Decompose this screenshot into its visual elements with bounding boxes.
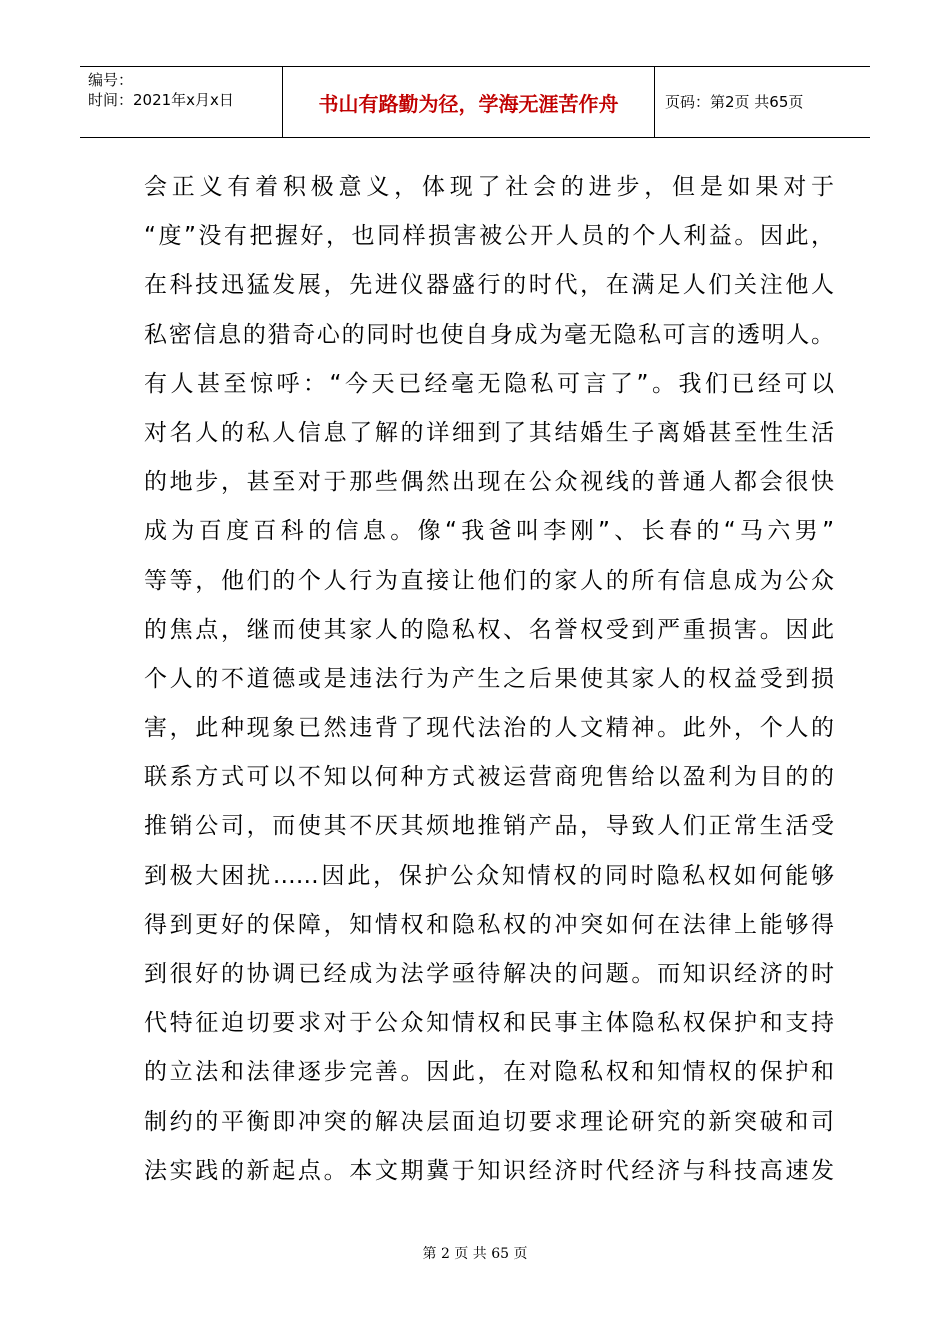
document-time-label: 时间：2021年x月x日 bbox=[88, 91, 234, 109]
text-line: 害，此种现象已然违背了现代法治的人文精神。此外，个人的 bbox=[144, 715, 834, 742]
header-page-code: 页码：第2页 共65页 bbox=[665, 93, 804, 111]
page-footer: 第 2 页 共 65 页 bbox=[422, 1246, 528, 1262]
text-line: 制约的平衡即冲突的解决层面迫切要求理论研究的新突破和司 bbox=[144, 1108, 834, 1135]
text-line: 联系方式可以不知以何种方式被运营商兜售给以盈利为目的的 bbox=[144, 764, 834, 791]
header-motto-cell bbox=[283, 67, 655, 137]
text-line: 成为百度百科的信息。像“我爸叫李刚”、长春的“马六男” bbox=[144, 518, 834, 545]
text-line: “度”没有把握好，也同样损害被公开人员的个人利益。因此， bbox=[144, 223, 834, 250]
text-line: 代特征迫切要求对于公众知情权和民事主体隐私权保护和支持 bbox=[144, 1010, 834, 1037]
text-line: 的地步，甚至对于那些偶然出现在公众视线的普通人都会很快 bbox=[144, 469, 834, 496]
text-line: 在科技迅猛发展，先进仪器盛行的时代，在满足人们关注他人 bbox=[144, 272, 834, 299]
header-motto: 书山有路勤为径，学海无涯苦作舟 bbox=[318, 92, 619, 116]
text-line: 到很好的协调已经成为法学亟待解决的问题。而知识经济的时 bbox=[144, 961, 834, 987]
text-line: 对名人的私人信息了解的详细到了其结婚生子离婚甚至性生活 bbox=[144, 419, 834, 446]
body-paragraph bbox=[144, 163, 834, 1196]
text-line: 等等，他们的个人行为直接让他们的家人的所有信息成为公众 bbox=[144, 567, 834, 594]
header-info-cell bbox=[80, 67, 283, 137]
text-line: 私密信息的猎奇心的同时也使自身成为毫无隐私可言的透明人。 bbox=[144, 321, 834, 348]
text-line: 的立法和法律逐步完善。因此，在对隐私权和知情权的保护和 bbox=[144, 1059, 834, 1086]
document-number-label: 编号： bbox=[88, 71, 134, 89]
text-line: 到极大困扰……因此，保护公众知情权的同时隐私权如何能够 bbox=[144, 862, 834, 889]
header-page-cell bbox=[655, 67, 870, 137]
text-line: 个人的不道德或是违法行为产生之后果使其家人的权益受到损 bbox=[144, 665, 834, 692]
text-line: 的焦点，继而使其家人的隐私权、名誉权受到严重损害。因此 bbox=[144, 616, 834, 643]
text-line: 推销公司，而使其不厌其烦地推销产品，导致人们正常生活受 bbox=[144, 813, 834, 840]
text-line: 得到更好的保障，知情权和隐私权的冲突如何在法律上能够得 bbox=[144, 911, 834, 938]
document-header bbox=[80, 66, 870, 138]
text-line: 会正义有着积极意义，体现了社会的进步，但是如果对于 bbox=[144, 174, 834, 200]
text-line: 法实践的新起点。本文期冀于知识经济时代经济与科技高速发 bbox=[144, 1157, 834, 1184]
text-line: 有人甚至惊呼：“今天已经毫无隐私可言了”。我们已经可以 bbox=[144, 370, 834, 397]
